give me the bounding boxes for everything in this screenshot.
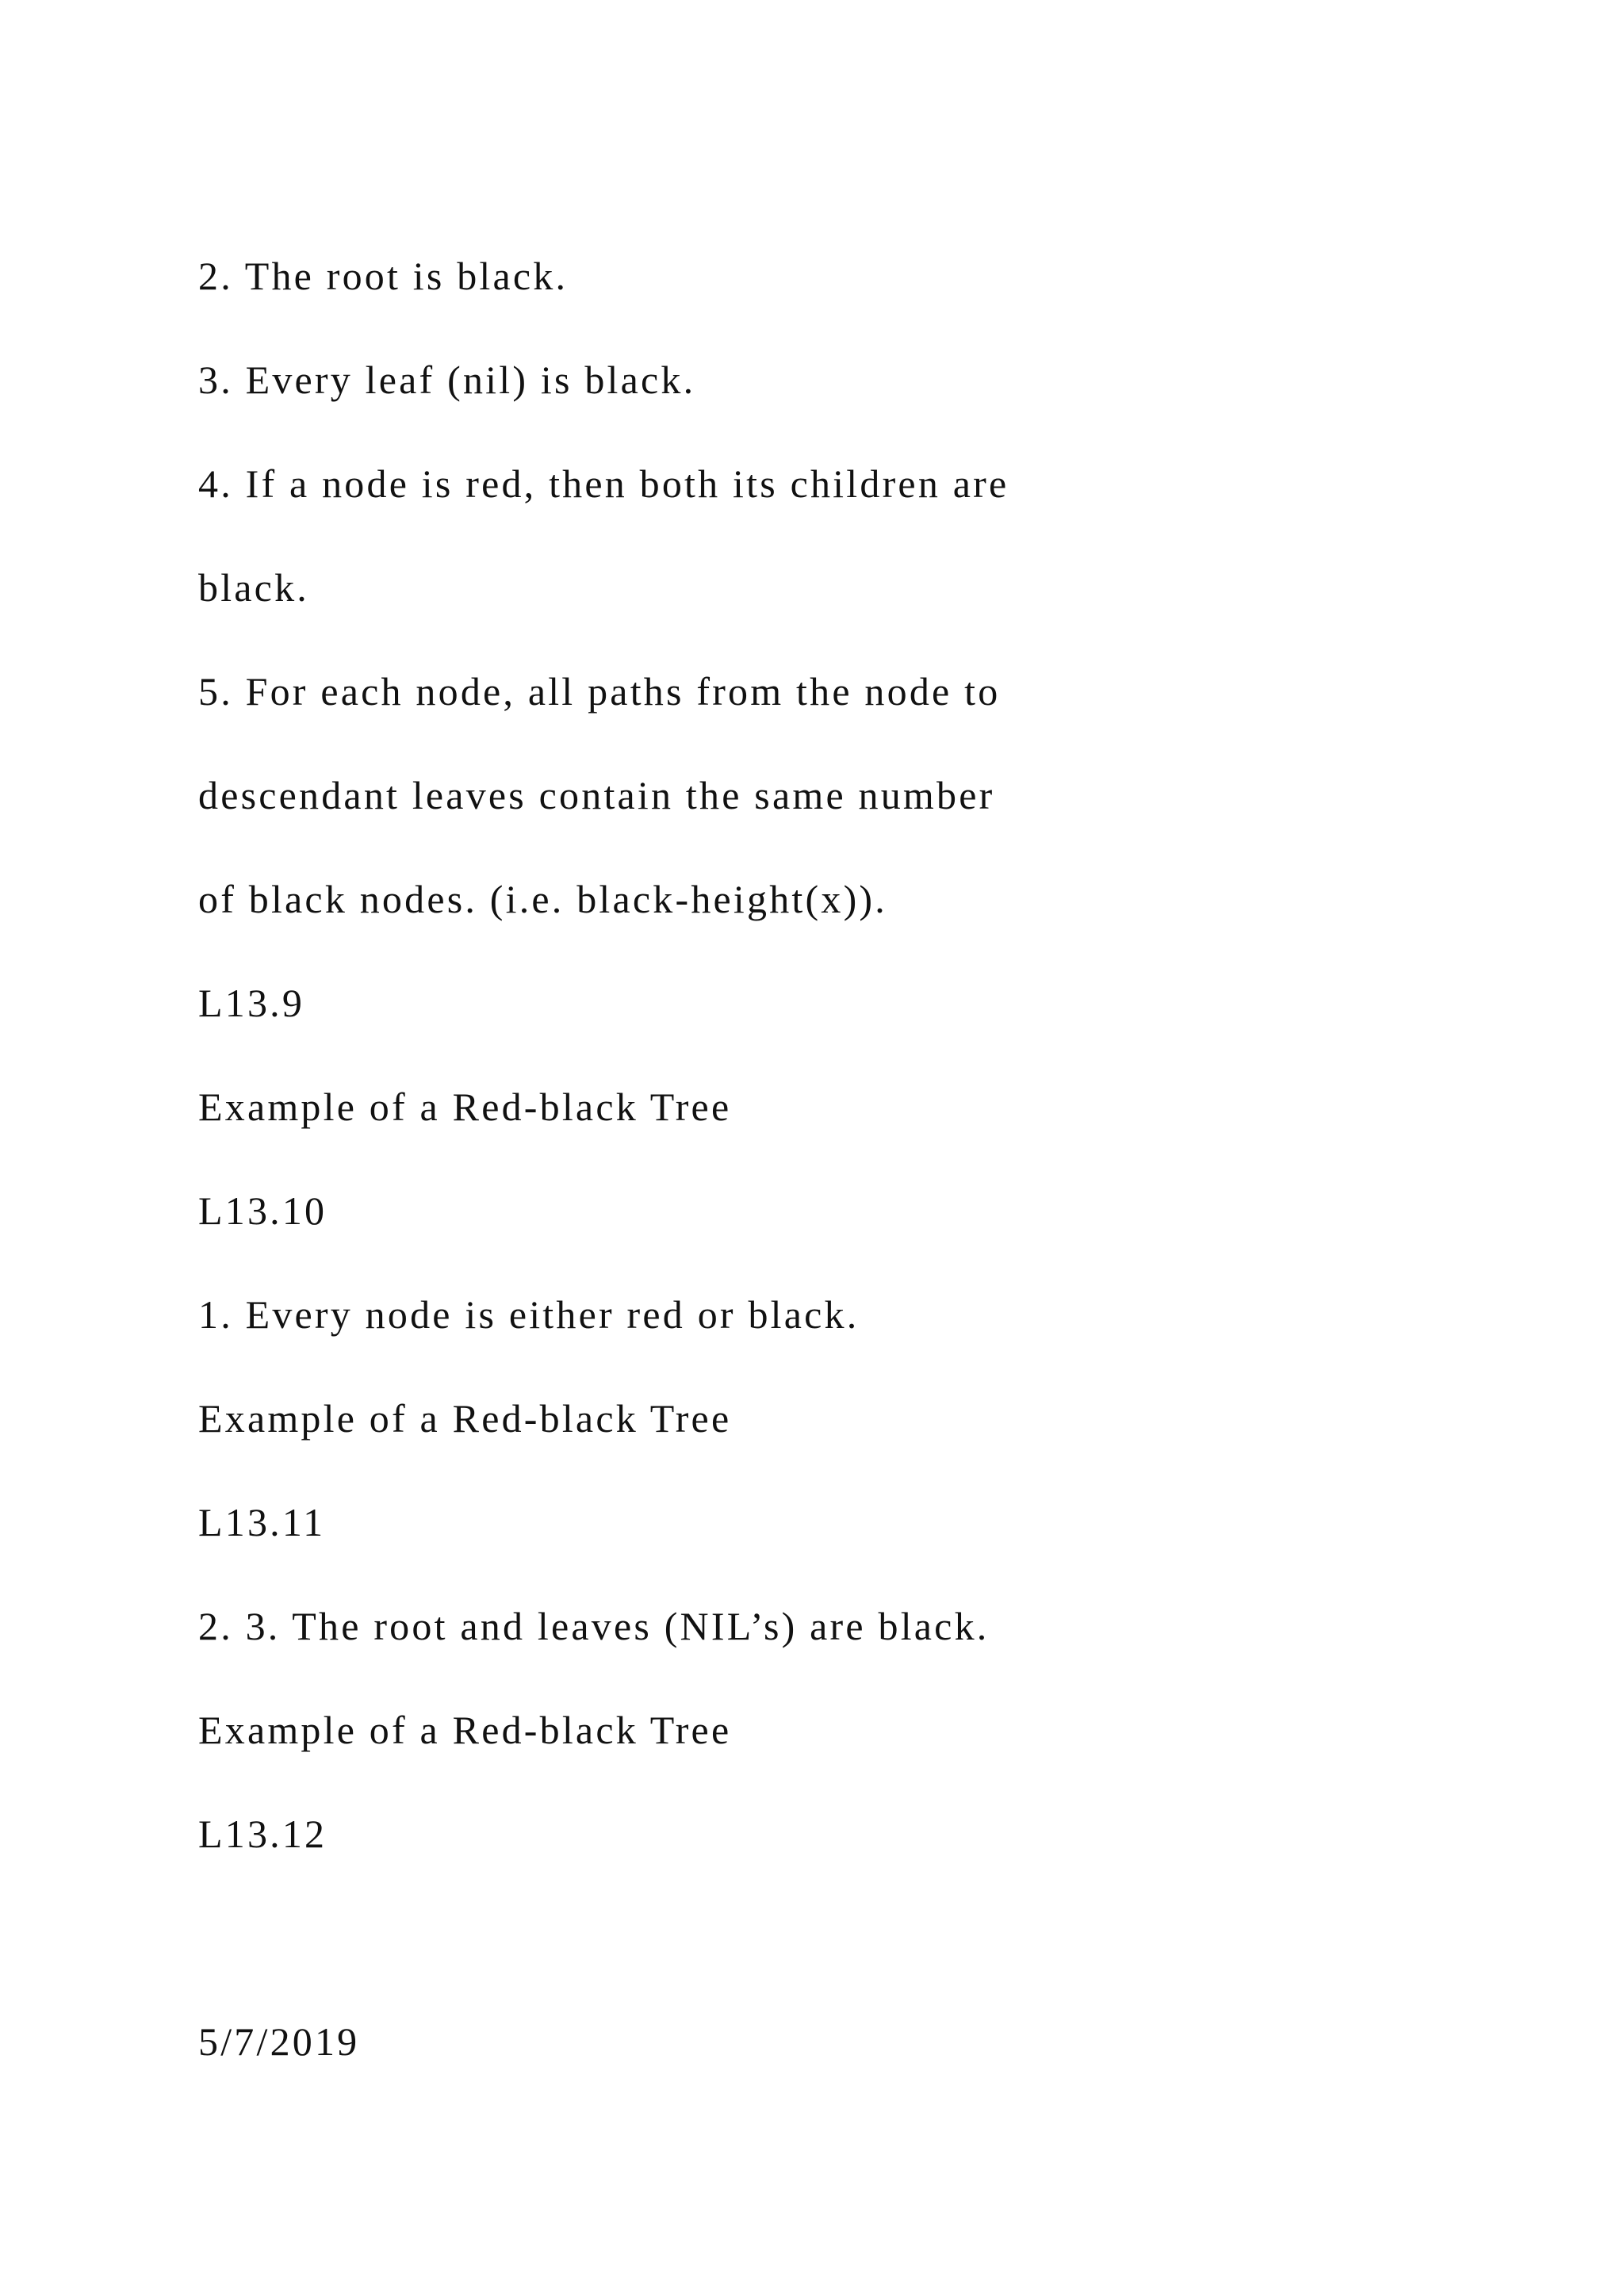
text-line: descendant leaves contain the same number [198,773,995,817]
slide-number: L13.12 [198,1812,327,1856]
text-line: 4. If a node is red, then both its children are [198,461,1009,506]
slide-number: L13.11 [198,1500,326,1544]
text-line: 5. For each node, all paths from the node to [198,669,1001,714]
text-line: 2. 3. The root and leaves (NIL’s) are black. [198,1604,990,1648]
document-date: 5/7/2019 [198,2019,360,2064]
text-line: 1. Every node is either red or black. [198,1292,860,1337]
slide-title: Example of a Red-black Tree [198,1085,732,1129]
text-line: of black nodes. (i.e. black-height(x)). [198,877,887,921]
slide-number: L13.9 [198,981,305,1025]
text-line: 2. The root is black. [198,254,569,298]
slide-number: L13.10 [198,1188,327,1233]
slide-title: Example of a Red-black Tree [198,1396,732,1441]
text-line: 3. Every leaf (nil) is black. [198,358,696,402]
slide-title: Example of a Red-black Tree [198,1708,732,1752]
text-line: black. [198,565,309,610]
